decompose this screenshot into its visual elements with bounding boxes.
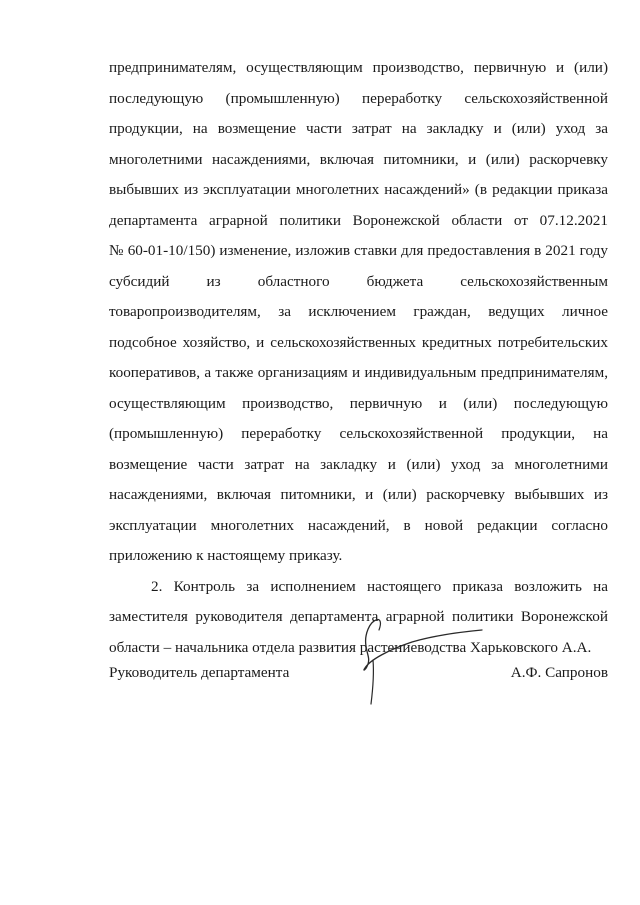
document-body [109,53,608,663]
text-line: продукции, на возмещение части затрат на закладку и (или) уход за [109,120,608,137]
handwritten-signature [340,608,490,708]
text-line: департамента аграрной политики Воронежской области от 07.12.2021 [109,211,608,229]
signer-name: А.Ф. Сапронов [510,664,608,681]
text-line: выбывших из эксплуатации многолетних насаждений» (в редакции приказа [109,181,608,198]
text-line: насаждениями, включая питомники, и (или) раскорчевку выбывших из [109,486,608,503]
text-line: последующую (промышленную) переработку сельскохозяйственной [109,89,608,107]
text-line: приложению к настоящему приказу. [109,547,343,564]
text-line: подсобное хозяйство, и сельскохозяйственных кредитных потребительских [109,333,608,351]
text-line: (промышленную) переработку сельскохозяйственной продукции, на [109,425,608,442]
text-line: возмещение части затрат на закладку и (или) уход за многолетними [109,455,608,473]
text-line: области – начальника отдела развития растениеводства Харьковского А.А. [109,638,592,656]
text-line: эксплуатации многолетних насаждений, в новой редакции согласно [109,516,608,534]
text-line: товаропроизводителям, за исключением граждан, ведущих личное [109,303,608,320]
text-line: заместителя руководителя департамента аграрной политики Воронежской [109,608,608,625]
text-line: многолетними насаждениями, включая питомники, и (или) раскорчевку [109,150,608,168]
signature-block [109,664,608,688]
text-line: предпринимателям, осуществляющим производство, первичную и (или) [109,59,608,76]
text-line: осуществляющим производство, первичную и (или) последующую [109,394,608,412]
paragraph-1 [109,53,608,572]
text-line: кооперативов, а также организациям и индивидуальным предпринимателям, [109,364,608,381]
text-line: № 60-01-10/150) изменение, изложив ставки для предоставления в 2021 году [109,242,608,259]
text-line: субсидий из областного бюджета сельскохозяйственным [109,272,608,290]
text-line: 2. Контроль за исполнением настоящего приказа возложить на [151,577,608,595]
signer-title: Руководитель департамента [109,664,290,681]
